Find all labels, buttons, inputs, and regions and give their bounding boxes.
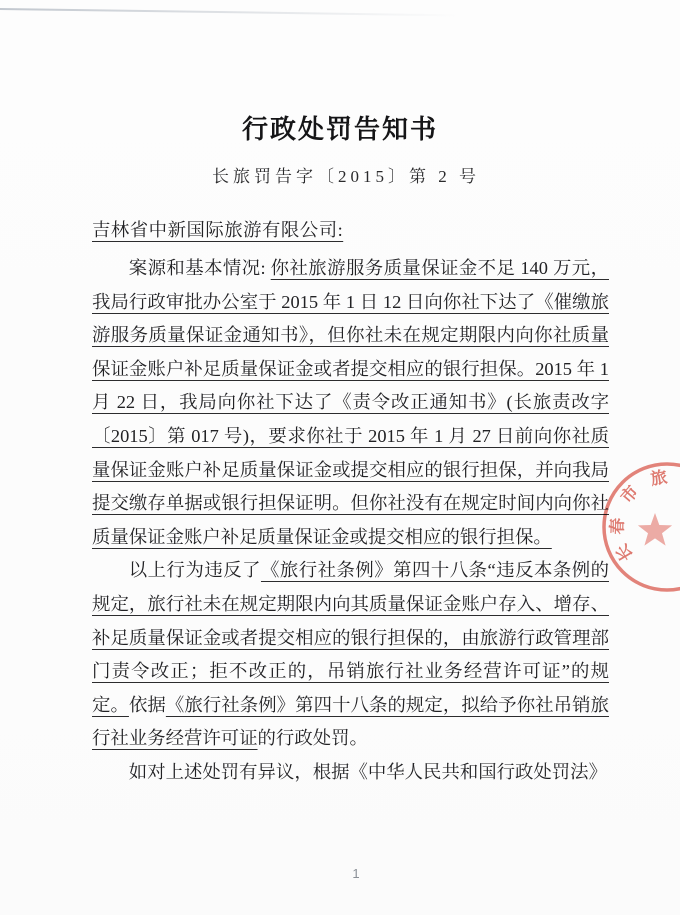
seal-char-shi: 市 (616, 481, 643, 507)
paragraph-objection-rights (92, 756, 609, 790)
seal-char-chun: 春 (607, 517, 627, 535)
document-number: 长旅罚告字〔2015〕第 2 号 (212, 167, 480, 186)
document-body (92, 217, 609, 790)
case-facts-filled-text: 你社旅游服务质量保证金不足 140 万元，我局行政审批办公室于 2015 年 1 日 12 日向你社下达了《催缴旅游服务质量保证金通知书》，但你社未在规定期限内向你社质量保证金账户补足质量保证金或者提交相应的银行担保。2015 年 1 月 22 日，我局向你社下达了《责令改正通知书》(长旅责改字〔2015〕第 017 号)，要求你社于 2015 年 1 月 27 日前向你社质量保证金账户补足质量保证金或提交相应的银行担保，并向我局提交缴存单据或银行担保证明。但你社没有在规定时间内向你社质量保证金账户补足质量保证金或提交相应的银行担保。 (92, 258, 609, 547)
case-facts-label: 案源和基本情况: (128, 258, 271, 278)
paragraph-legal-basis (92, 554, 609, 756)
seal-char-chang: 长 (612, 540, 637, 565)
paragraph-case-facts (92, 252, 609, 554)
addressee-name: 吉林省中新国际旅游有限公司: (92, 220, 344, 240)
legal-basis-tail: 的行政处罚。 (257, 728, 368, 749)
legal-basis-lead: 以上行为违反了 (128, 560, 261, 581)
page-number: 1 (352, 866, 360, 881)
document-title: 行政处罚告知书 (241, 115, 438, 144)
seal-circle (604, 464, 680, 590)
seal-char-lv: 旅 (649, 467, 669, 489)
addressee-line (92, 217, 609, 243)
penalty-basis-filled-text: 《旅行社条例》第四十八条的规定，拟给予你社吊销旅行社业务经营许可证 (92, 694, 609, 749)
violated-regulation-quote: 《旅行社条例》第四十八条“违反本条例的规定，旅行社未在规定期限内向其质量保证金账户存入、增存、补足质量保证金或者提交相应的银行担保的，由旅游行政管理部门责令改正；拒不改正的，吊销旅行社业务经营许可证”的规定。 (92, 560, 609, 715)
legal-basis-mid: 依据 (128, 694, 166, 715)
objection-rights-text: 如对上述处罚有异议，根据《中华人民共和国行政处罚法》 (128, 761, 607, 782)
scan-edge-artifact (0, 8, 458, 16)
star-icon (638, 513, 672, 546)
